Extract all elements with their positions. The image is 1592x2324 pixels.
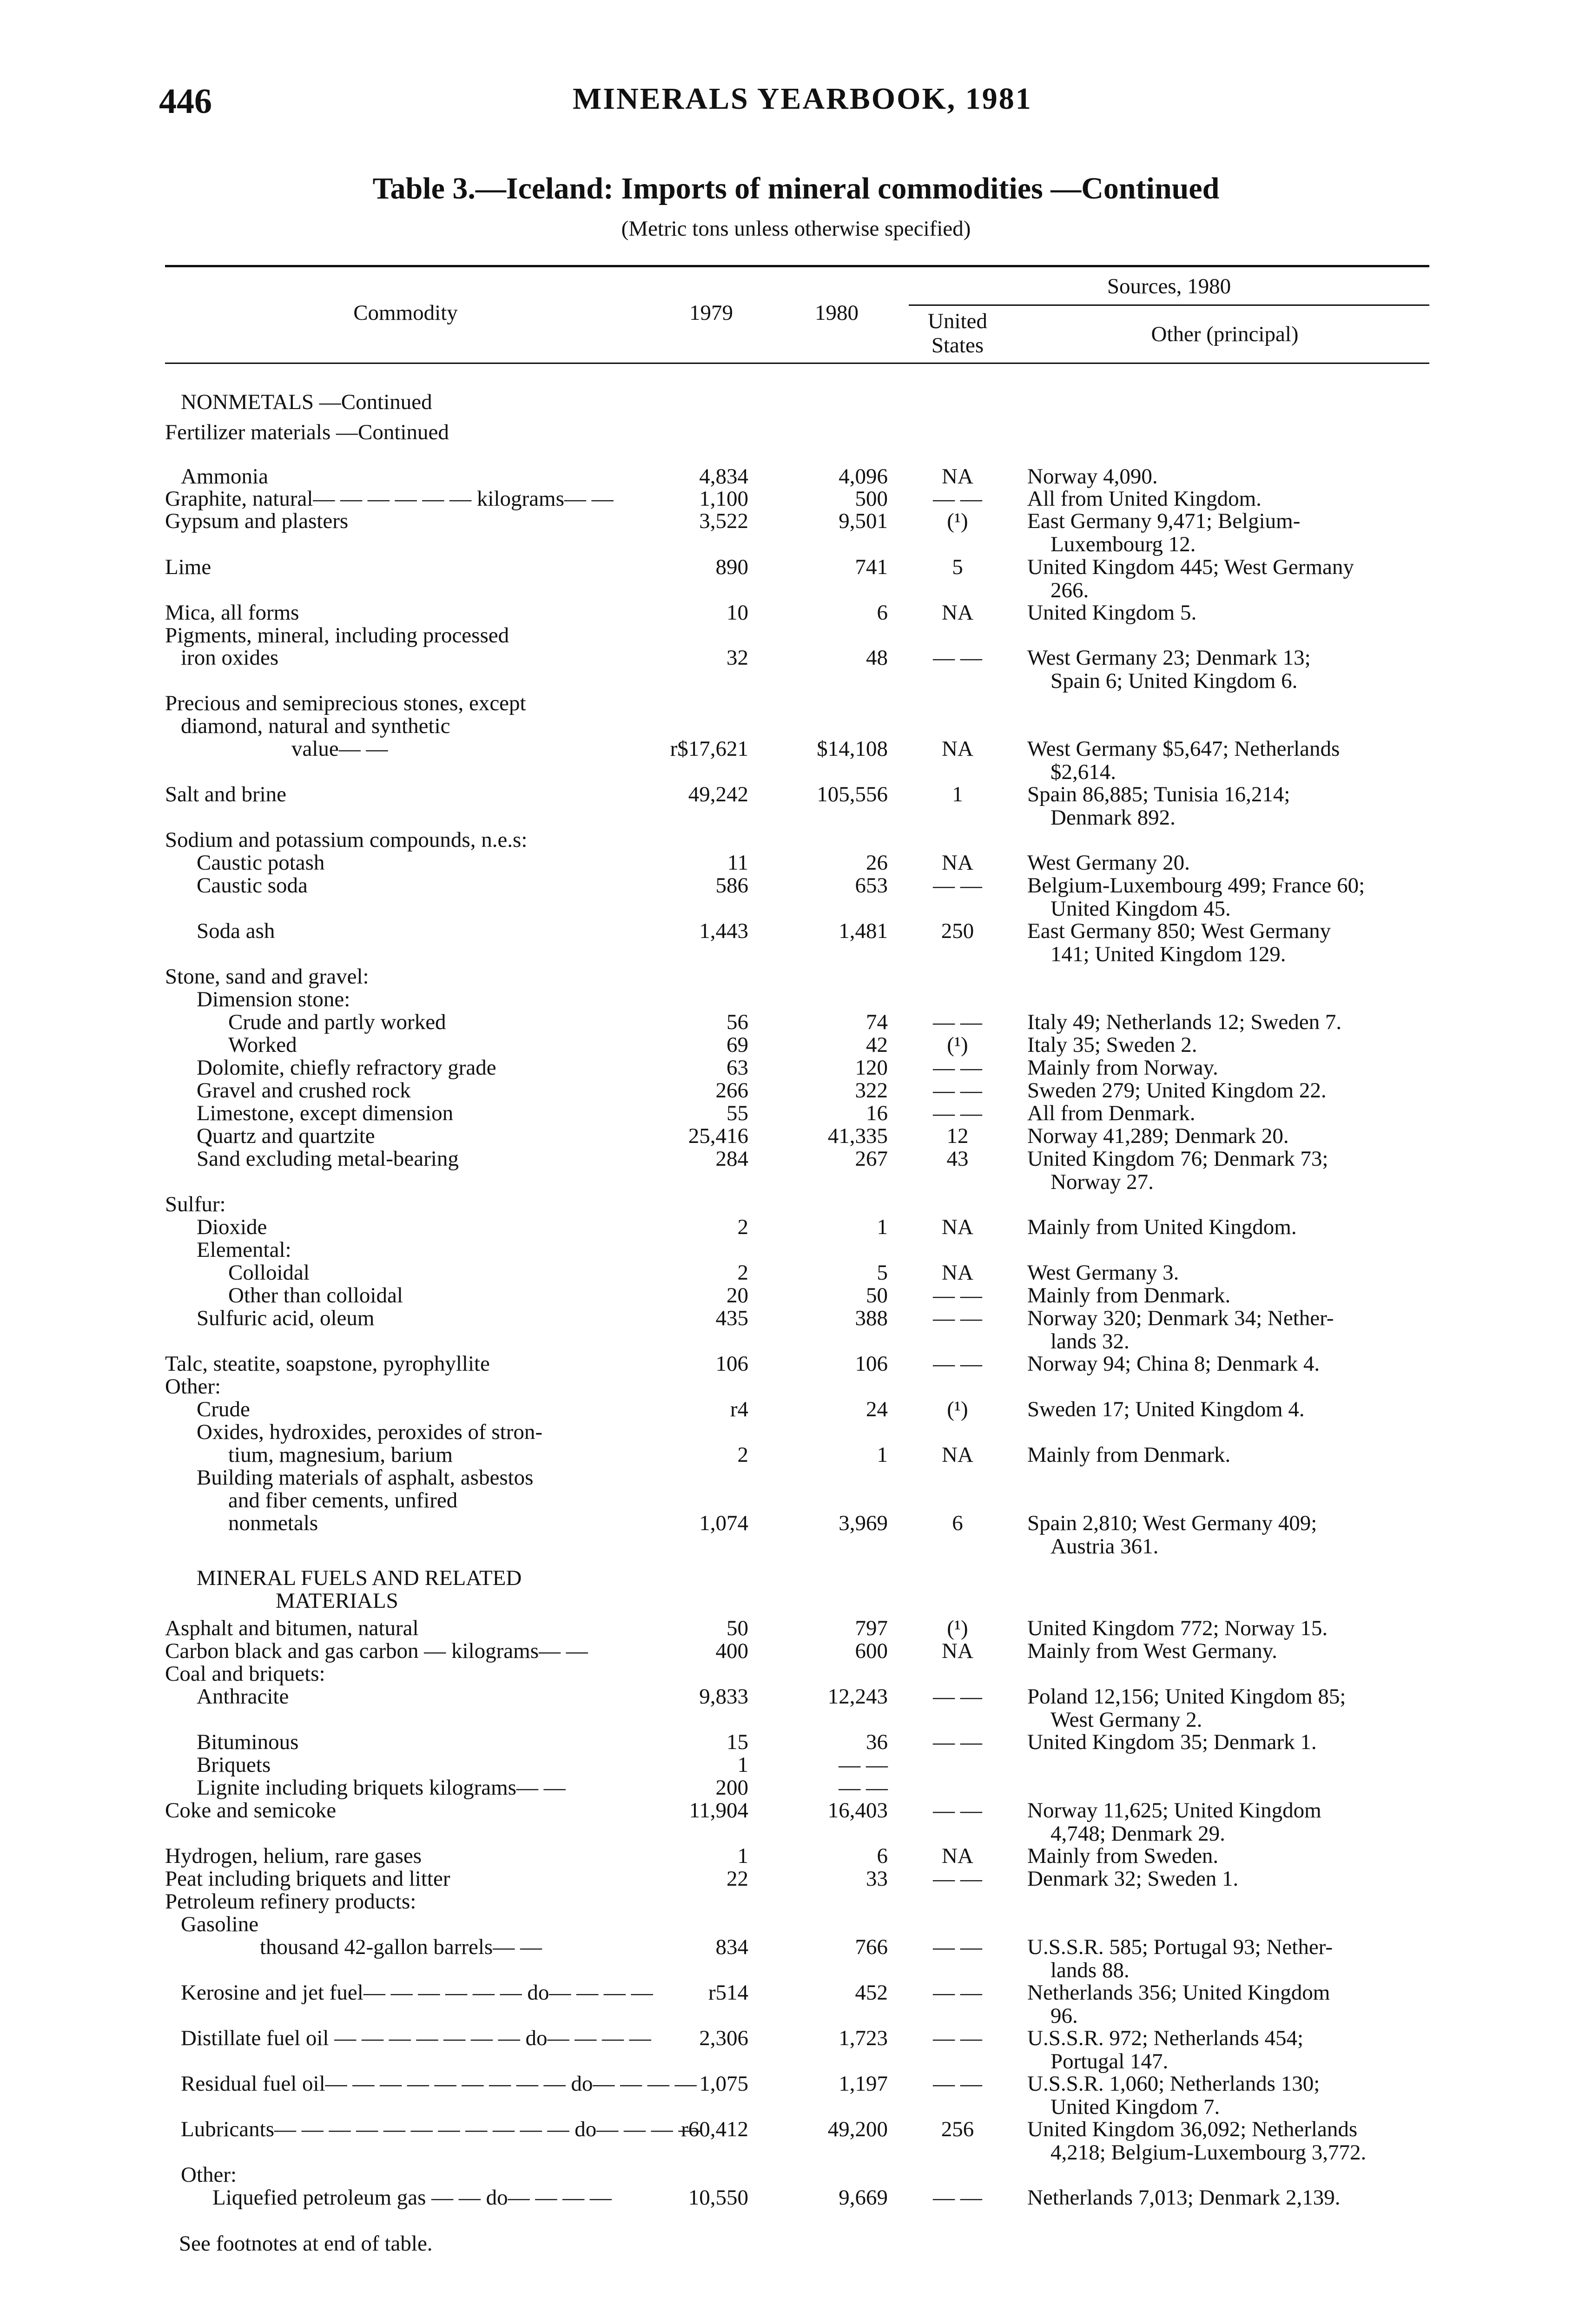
united-states-cell: NA bbox=[942, 1261, 973, 1285]
value-1979-cell: 25,416 bbox=[688, 1124, 748, 1148]
commodity-cell: Crude bbox=[197, 1397, 250, 1421]
commodity-cell: Graphite, natural— — — — — — kilograms— — bbox=[165, 487, 614, 511]
other-sources-cell: Norway 41,289; Denmark 20. bbox=[1027, 1124, 1289, 1148]
other-sources-cell: Sweden 17; United Kingdom 4. bbox=[1027, 1397, 1305, 1421]
other-sources-cell: Denmark 32; Sweden 1. bbox=[1027, 1867, 1239, 1891]
other-sources-cell: U.S.S.R. 1,060; Netherlands 130; bbox=[1027, 2072, 1320, 2096]
value-1979-cell: 56 bbox=[727, 1010, 748, 1034]
commodity-cell: diamond, natural and synthetic bbox=[181, 714, 450, 738]
other-sources-cell: United Kingdom 5. bbox=[1027, 601, 1197, 625]
other-sources-cell: lands 32. bbox=[1050, 1329, 1130, 1353]
other-sources-cell: West Germany 2. bbox=[1050, 1708, 1202, 1732]
value-1980-cell: 120 bbox=[855, 1056, 888, 1080]
page-number: 446 bbox=[159, 82, 212, 121]
value-1979-cell: 890 bbox=[715, 555, 748, 579]
other-sources-cell: United Kingdom 445; West Germany bbox=[1027, 555, 1354, 579]
commodity-cell: Sand excluding metal-bearing bbox=[197, 1147, 459, 1171]
united-states-cell: — — bbox=[933, 487, 982, 511]
value-1979-cell: 106 bbox=[715, 1352, 748, 1376]
value-1979-cell: 200 bbox=[715, 1776, 748, 1800]
commodity-cell: Hydrogen, helium, rare gases bbox=[165, 1844, 422, 1868]
commodity-cell: Lime bbox=[165, 555, 211, 579]
value-1980-cell: $14,108 bbox=[817, 737, 888, 761]
united-states-cell: 43 bbox=[946, 1147, 969, 1171]
value-1980-cell: 766 bbox=[855, 1935, 888, 1959]
commodity-cell: Other: bbox=[181, 2163, 237, 2187]
value-1980-cell: 9,669 bbox=[839, 2185, 888, 2210]
commodity-cell: Petroleum refinery products: bbox=[165, 1889, 416, 1914]
commodity-cell: Briquets bbox=[197, 1753, 271, 1777]
united-states-cell: — — bbox=[933, 873, 982, 898]
commodity-cell: and fiber cements, unfired bbox=[228, 1488, 458, 1512]
value-1980-cell: 105,556 bbox=[817, 782, 888, 806]
value-1980-cell: 1 bbox=[877, 1443, 888, 1467]
commodity-cell: Sulfur: bbox=[165, 1192, 226, 1216]
value-1980-cell: 600 bbox=[855, 1639, 888, 1663]
other-sources-cell: Italy 35; Sweden 2. bbox=[1027, 1033, 1197, 1057]
value-1980-cell: 24 bbox=[866, 1397, 888, 1421]
value-1980-cell: 16 bbox=[866, 1101, 888, 1125]
value-1980-cell: 50 bbox=[866, 1283, 888, 1307]
value-1979-cell: 266 bbox=[715, 1078, 748, 1103]
commodity-cell: Stone, sand and gravel: bbox=[165, 964, 369, 989]
other-sources-cell: All from United Kingdom. bbox=[1027, 487, 1262, 511]
commodity-cell: Fertilizer materials —Continued bbox=[165, 420, 449, 444]
other-sources-cell: Mainly from West Germany. bbox=[1027, 1639, 1277, 1663]
value-1979-cell: 22 bbox=[727, 1867, 748, 1891]
value-1980-cell: 797 bbox=[855, 1616, 888, 1640]
united-states-cell: NA bbox=[942, 1639, 973, 1663]
other-sources-cell: Mainly from Denmark. bbox=[1027, 1283, 1231, 1307]
united-states-cell: — — bbox=[933, 1981, 982, 2005]
united-states-cell: 6 bbox=[952, 1511, 963, 1535]
value-1979-cell: 834 bbox=[715, 1935, 748, 1959]
united-states-cell: (¹) bbox=[947, 509, 968, 533]
commodity-cell: Sulfuric acid, oleum bbox=[197, 1306, 375, 1330]
commodity-cell: Worked bbox=[228, 1033, 297, 1057]
value-1979-cell: 586 bbox=[715, 873, 748, 898]
united-states-cell: 12 bbox=[946, 1124, 969, 1148]
commodity-cell: Caustic potash bbox=[197, 851, 325, 875]
value-1979-cell: 15 bbox=[727, 1730, 748, 1754]
other-sources-cell: Italy 49; Netherlands 12; Sweden 7. bbox=[1027, 1010, 1342, 1034]
running-header: MINERALS YEARBOOK, 1981 bbox=[573, 82, 1032, 116]
other-sources-cell: Norway 4,090. bbox=[1027, 464, 1158, 489]
commodity-cell: Soda ash bbox=[197, 919, 275, 943]
other-sources-cell: Mainly from Norway. bbox=[1027, 1056, 1218, 1080]
commodity-cell: Coke and semicoke bbox=[165, 1798, 337, 1822]
other-sources-cell: East Germany 850; West Germany bbox=[1027, 919, 1331, 943]
value-1980-cell: 5 bbox=[877, 1261, 888, 1285]
commodity-cell: Oxides, hydroxides, peroxides of stron- bbox=[197, 1420, 543, 1444]
commodity-cell: Caustic soda bbox=[197, 873, 308, 898]
united-states-cell: 5 bbox=[952, 555, 963, 579]
value-1979-cell: 1,074 bbox=[699, 1511, 748, 1535]
other-sources-cell: 266. bbox=[1050, 578, 1089, 602]
value-1979-cell: 49,242 bbox=[688, 782, 748, 806]
commodity-cell: Bituminous bbox=[197, 1730, 299, 1754]
commodity-cell: Carbon black and gas carbon — kilograms— — bbox=[165, 1639, 588, 1663]
commodity-cell: Elemental: bbox=[197, 1238, 291, 1262]
commodity-cell: Building materials of asphalt, asbestos bbox=[197, 1466, 534, 1490]
value-1979-cell: 11 bbox=[727, 851, 748, 875]
value-1980-cell: 653 bbox=[855, 873, 888, 898]
value-1979-cell: 69 bbox=[727, 1033, 748, 1057]
united-states-cell: — — bbox=[933, 1935, 982, 1959]
other-sources-cell: 141; United Kingdom 129. bbox=[1050, 942, 1286, 966]
united-states-cell: — — bbox=[933, 1283, 982, 1307]
value-1980-cell: 12,243 bbox=[827, 1684, 888, 1709]
value-1980-cell: 6 bbox=[877, 1844, 888, 1868]
united-states-cell: — — bbox=[933, 1010, 982, 1034]
other-sources-cell: United Kingdom 36,092; Netherlands bbox=[1027, 2117, 1358, 2141]
united-states-cell: — — bbox=[933, 646, 982, 670]
value-1980-cell: 48 bbox=[866, 646, 888, 670]
value-1979-cell: r514 bbox=[708, 1981, 748, 2005]
commodity-cell: value— — bbox=[291, 737, 388, 761]
other-sources-cell: Norway 320; Denmark 34; Nether- bbox=[1027, 1306, 1334, 1330]
other-sources-cell: East Germany 9,471; Belgium- bbox=[1027, 509, 1301, 533]
united-states-cell: 256 bbox=[941, 2117, 974, 2141]
value-1980-cell: 41,335 bbox=[827, 1124, 888, 1148]
col-header-1979: 1979 bbox=[689, 301, 733, 325]
commodity-cell: Precious and semiprecious stones, except bbox=[165, 691, 526, 715]
value-1980-cell: 267 bbox=[855, 1147, 888, 1171]
united-states-cell: NA bbox=[942, 851, 973, 875]
value-1980-cell: 322 bbox=[855, 1078, 888, 1103]
commodity-cell: Gypsum and plasters bbox=[165, 509, 349, 533]
united-states-cell: — — bbox=[933, 1078, 982, 1103]
value-1979-cell: 2 bbox=[737, 1215, 748, 1239]
other-sources-cell: United Kingdom 45. bbox=[1050, 897, 1231, 921]
other-sources-cell: All from Denmark. bbox=[1027, 1101, 1196, 1125]
commodity-cell: Residual fuel oil— — — — — — — — — do— — — — bbox=[181, 2072, 697, 2096]
commodity-cell: Other: bbox=[165, 1374, 221, 1399]
commodity-cell: Pigments, mineral, including processed bbox=[165, 623, 509, 647]
footnote: See footnotes at end of table. bbox=[179, 2232, 433, 2256]
united-states-cell: — — bbox=[933, 1352, 982, 1376]
value-1979-cell: 284 bbox=[715, 1147, 748, 1171]
value-1980-cell: 1,481 bbox=[839, 919, 888, 943]
united-states-cell: — — bbox=[933, 1056, 982, 1080]
united-states-cell: — — bbox=[933, 1867, 982, 1891]
value-1979-cell: 20 bbox=[727, 1283, 748, 1307]
other-sources-cell: Luxembourg 12. bbox=[1050, 532, 1196, 556]
value-1979-cell: 32 bbox=[727, 646, 748, 670]
value-1980-cell: — — bbox=[839, 1753, 888, 1777]
value-1979-cell: 1,443 bbox=[699, 919, 748, 943]
other-sources-cell: Poland 12,156; United Kingdom 85; bbox=[1027, 1684, 1346, 1709]
commodity-cell: MATERIALS bbox=[276, 1589, 398, 1613]
value-1979-cell: 1 bbox=[737, 1753, 748, 1777]
col-header-united-states: United States bbox=[928, 309, 987, 357]
commodity-cell: Liquefied petroleum gas — — do— — — — bbox=[212, 2185, 612, 2210]
commodity-cell: iron oxides bbox=[181, 646, 279, 670]
united-states-cell: — — bbox=[933, 1730, 982, 1754]
commodity-cell: NONMETALS —Continued bbox=[181, 390, 432, 414]
value-1979-cell: 50 bbox=[727, 1616, 748, 1640]
commodity-cell: Quartz and quartzite bbox=[197, 1124, 375, 1148]
value-1980-cell: 1,197 bbox=[839, 2072, 888, 2096]
table-title: Table 3.—Iceland: Imports of mineral commodities —Continued bbox=[372, 172, 1220, 205]
other-sources-cell: Portugal 147. bbox=[1050, 2049, 1169, 2073]
value-1980-cell: 26 bbox=[866, 851, 888, 875]
united-states-cell: NA bbox=[942, 1844, 973, 1868]
other-sources-cell: 96. bbox=[1050, 2004, 1078, 2028]
united-states-cell: NA bbox=[942, 1443, 973, 1467]
commodity-cell: Coal and briquets: bbox=[165, 1662, 325, 1686]
value-1979-cell: r$17,621 bbox=[670, 737, 748, 761]
commodity-cell: Asphalt and bitumen, natural bbox=[165, 1616, 419, 1640]
commodity-cell: nonmetals bbox=[228, 1511, 318, 1535]
value-1979-cell: 10 bbox=[727, 601, 748, 625]
commodity-cell: Distillate fuel oil — — — — — — — do— — — — bbox=[181, 2026, 651, 2050]
commodity-cell: Kerosine and jet fuel— — — — — — do— — — — bbox=[181, 1981, 653, 2005]
col-header-1980: 1980 bbox=[815, 301, 859, 325]
other-sources-cell: Netherlands 356; United Kingdom bbox=[1027, 1981, 1330, 2005]
value-1980-cell: 42 bbox=[866, 1033, 888, 1057]
united-states-cell: — — bbox=[933, 2072, 982, 2096]
commodity-cell: tium, magnesium, barium bbox=[228, 1443, 453, 1467]
value-1979-cell: 3,522 bbox=[699, 509, 748, 533]
value-1979-cell: r60,412 bbox=[681, 2117, 748, 2141]
value-1979-cell: 11,904 bbox=[689, 1798, 748, 1822]
other-sources-cell: Mainly from United Kingdom. bbox=[1027, 1215, 1297, 1239]
commodity-cell: Gasoline bbox=[181, 1912, 259, 1936]
commodity-cell: Mica, all forms bbox=[165, 601, 299, 625]
other-sources-cell: Mainly from Sweden. bbox=[1027, 1844, 1219, 1868]
other-sources-cell: Spain 86,885; Tunisia 16,214; bbox=[1027, 782, 1290, 806]
other-sources-cell: 4,218; Belgium-Luxembourg 3,772. bbox=[1050, 2140, 1367, 2165]
col-header-other: Other (principal) bbox=[1151, 322, 1299, 346]
commodity-cell: thousand 42-gallon barrels— — bbox=[260, 1935, 542, 1959]
value-1979-cell: 4,834 bbox=[699, 464, 748, 489]
other-sources-cell: Belgium-Luxembourg 499; France 60; bbox=[1027, 873, 1365, 898]
value-1980-cell: 500 bbox=[855, 487, 888, 511]
united-states-cell: NA bbox=[942, 737, 973, 761]
value-1979-cell: 55 bbox=[727, 1101, 748, 1125]
other-sources-cell: Spain 6; United Kingdom 6. bbox=[1050, 669, 1298, 693]
united-states-cell: — — bbox=[933, 1306, 982, 1330]
value-1980-cell: 9,501 bbox=[839, 509, 888, 533]
value-1979-cell: 10,550 bbox=[688, 2185, 748, 2210]
value-1980-cell: 452 bbox=[855, 1981, 888, 2005]
united-states-cell: NA bbox=[942, 601, 973, 625]
other-sources-cell: United Kingdom 35; Denmark 1. bbox=[1027, 1730, 1317, 1754]
commodity-cell: Dimension stone: bbox=[197, 987, 350, 1011]
united-states-cell: NA bbox=[942, 1215, 973, 1239]
united-states-cell: — — bbox=[933, 1684, 982, 1709]
other-sources-cell: Spain 2,810; West Germany 409; bbox=[1027, 1511, 1317, 1535]
value-1979-cell: 1,075 bbox=[699, 2072, 748, 2096]
commodity-cell: Talc, steatite, soapstone, pyrophyllite bbox=[165, 1352, 490, 1376]
other-sources-cell: 4,748; Denmark 29. bbox=[1050, 1822, 1225, 1846]
commodity-cell: Sodium and potassium compounds, n.e.s: bbox=[165, 828, 528, 852]
value-1980-cell: 1 bbox=[877, 1215, 888, 1239]
value-1980-cell: 3,969 bbox=[839, 1511, 888, 1535]
other-sources-cell: Norway 27. bbox=[1050, 1170, 1154, 1194]
other-sources-cell: West Germany 3. bbox=[1027, 1261, 1179, 1285]
commodity-cell: Anthracite bbox=[197, 1684, 289, 1709]
other-sources-cell: Sweden 279; United Kingdom 22. bbox=[1027, 1078, 1327, 1103]
value-1980-cell: 49,200 bbox=[827, 2117, 888, 2141]
value-1980-cell: 74 bbox=[866, 1010, 888, 1034]
value-1980-cell: 36 bbox=[866, 1730, 888, 1754]
other-sources-cell: United Kingdom 772; Norway 15. bbox=[1027, 1616, 1328, 1640]
united-states-cell: 250 bbox=[941, 919, 974, 943]
commodity-cell: Other than colloidal bbox=[228, 1283, 403, 1307]
united-states-cell: (¹) bbox=[947, 1397, 968, 1421]
value-1980-cell: 4,096 bbox=[839, 464, 888, 489]
commodity-cell: Lignite including briquets kilograms— — bbox=[197, 1776, 566, 1800]
value-1979-cell: 1 bbox=[737, 1844, 748, 1868]
value-1980-cell: 741 bbox=[855, 555, 888, 579]
value-1979-cell: r4 bbox=[730, 1397, 748, 1421]
united-states-cell: NA bbox=[942, 464, 973, 489]
other-sources-cell: $2,614. bbox=[1050, 760, 1116, 784]
commodity-cell: Salt and brine bbox=[165, 782, 287, 806]
other-sources-cell: Norway 94; China 8; Denmark 4. bbox=[1027, 1352, 1320, 1376]
commodity-cell: Lubricants— — — — — — — — — — — do— — — — bbox=[181, 2117, 700, 2141]
other-sources-cell: United Kingdom 76; Denmark 73; bbox=[1027, 1147, 1328, 1171]
value-1979-cell: 2,306 bbox=[699, 2026, 748, 2050]
commodity-cell: Dioxide bbox=[197, 1215, 267, 1239]
value-1980-cell: 1,723 bbox=[839, 2026, 888, 2050]
col-header-sources: Sources, 1980 bbox=[1107, 274, 1231, 298]
value-1979-cell: 2 bbox=[737, 1443, 748, 1467]
value-1979-cell: 63 bbox=[727, 1056, 748, 1080]
value-1980-cell: — — bbox=[839, 1776, 888, 1800]
commodity-cell: Gravel and crushed rock bbox=[197, 1078, 411, 1103]
commodity-cell: Dolomite, chiefly refractory grade bbox=[197, 1056, 496, 1080]
value-1979-cell: 1,100 bbox=[699, 487, 748, 511]
united-states-cell: — — bbox=[933, 2185, 982, 2210]
other-sources-cell: West Germany $5,647; Netherlands bbox=[1027, 737, 1340, 761]
commodity-cell: Colloidal bbox=[228, 1261, 310, 1285]
other-sources-cell: West Germany 20. bbox=[1027, 851, 1190, 875]
commodity-cell: Limestone, except dimension bbox=[197, 1101, 454, 1125]
value-1980-cell: 33 bbox=[866, 1867, 888, 1891]
table-subtitle: (Metric tons unless otherwise specified) bbox=[621, 217, 971, 241]
value-1980-cell: 106 bbox=[855, 1352, 888, 1376]
other-sources-cell: Denmark 892. bbox=[1050, 805, 1176, 830]
value-1979-cell: 435 bbox=[715, 1306, 748, 1330]
value-1979-cell: 2 bbox=[737, 1261, 748, 1285]
value-1980-cell: 6 bbox=[877, 601, 888, 625]
united-states-cell: (¹) bbox=[947, 1616, 968, 1640]
other-sources-cell: United Kingdom 7. bbox=[1050, 2095, 1220, 2119]
other-sources-cell: Norway 11,625; United Kingdom bbox=[1027, 1798, 1321, 1822]
united-states-cell: 1 bbox=[952, 782, 963, 806]
commodity-cell: Peat including briquets and litter bbox=[165, 1867, 450, 1891]
other-sources-cell: lands 88. bbox=[1050, 1958, 1130, 1982]
other-sources-cell: U.S.S.R. 972; Netherlands 454; bbox=[1027, 2026, 1304, 2050]
col-header-commodity: Commodity bbox=[353, 301, 458, 325]
value-1980-cell: 16,403 bbox=[827, 1798, 888, 1822]
value-1979-cell: 400 bbox=[715, 1639, 748, 1663]
other-sources-cell: U.S.S.R. 585; Portugal 93; Nether- bbox=[1027, 1935, 1333, 1959]
other-sources-cell: Netherlands 7,013; Denmark 2,139. bbox=[1027, 2185, 1341, 2210]
other-sources-cell: Austria 361. bbox=[1050, 1534, 1159, 1558]
other-sources-cell: Mainly from Denmark. bbox=[1027, 1443, 1231, 1467]
other-sources-cell: West Germany 23; Denmark 13; bbox=[1027, 646, 1311, 670]
value-1980-cell: 388 bbox=[855, 1306, 888, 1330]
united-states-cell: — — bbox=[933, 1798, 982, 1822]
commodity-cell: MINERAL FUELS AND RELATED bbox=[197, 1566, 522, 1590]
united-states-cell: — — bbox=[933, 1101, 982, 1125]
commodity-cell: Crude and partly worked bbox=[228, 1010, 446, 1034]
commodity-cell: Ammonia bbox=[181, 464, 268, 489]
value-1979-cell: 9,833 bbox=[699, 1684, 748, 1709]
united-states-cell: (¹) bbox=[947, 1033, 968, 1057]
united-states-cell: — — bbox=[933, 2026, 982, 2050]
